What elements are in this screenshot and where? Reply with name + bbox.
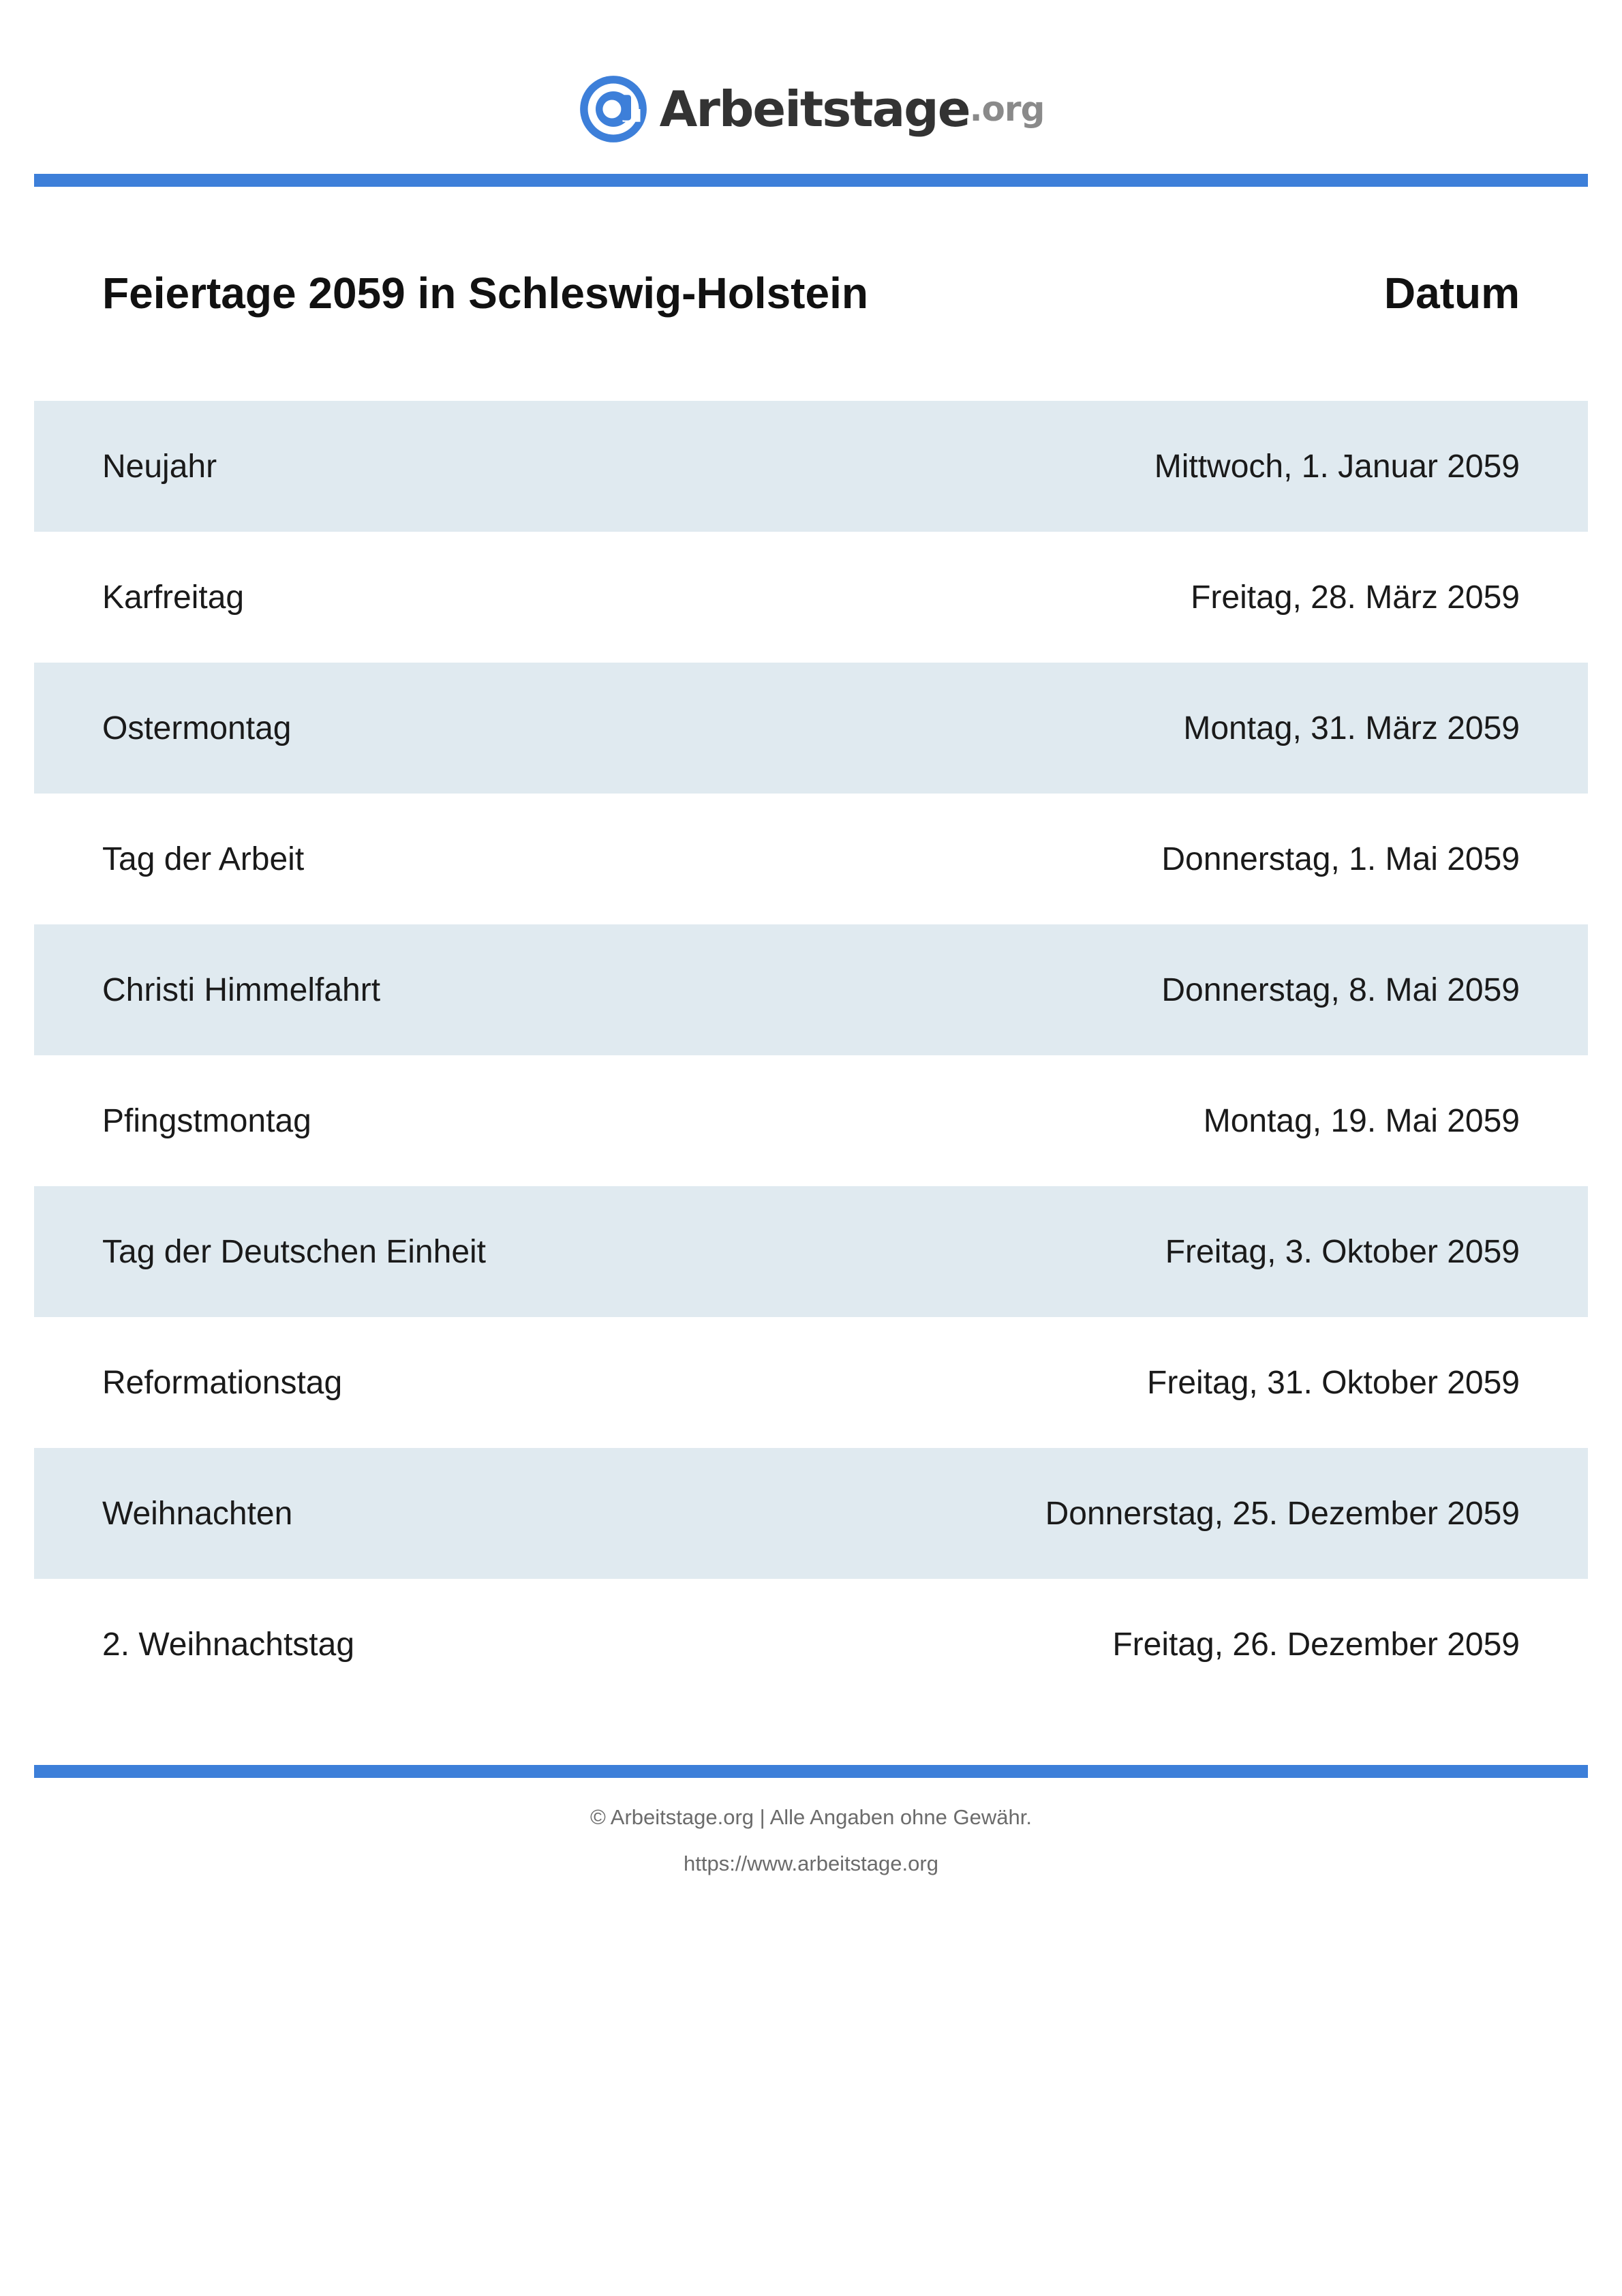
holiday-name: Karfreitag: [102, 579, 245, 616]
holiday-name: 2. Weihnachtstag: [102, 1626, 355, 1663]
holiday-date: Freitag, 26. Dezember 2059: [1112, 1626, 1520, 1663]
holiday-name: Weihnachten: [102, 1495, 293, 1532]
footer-url: https://www.arbeitstage.org: [684, 1852, 938, 1875]
top-divider: [34, 174, 1588, 187]
site-logo: [0, 74, 1622, 145]
table-row: [34, 1055, 1588, 1186]
holiday-name: Tag der Arbeit: [102, 841, 305, 877]
holiday-date: Mittwoch, 1. Januar 2059: [1154, 448, 1520, 485]
holiday-name: Christi Himmelfahrt: [102, 971, 381, 1008]
table-header: [102, 262, 1520, 324]
holiday-date: Donnerstag, 8. Mai 2059: [1161, 971, 1520, 1008]
holiday-date: Montag, 19. Mai 2059: [1203, 1102, 1520, 1139]
table-row: [34, 794, 1588, 924]
holiday-date: Donnerstag, 1. Mai 2059: [1161, 841, 1520, 877]
table-row: [34, 532, 1588, 663]
table-row: [34, 1448, 1588, 1579]
logo-tld: .org: [969, 89, 1045, 129]
table-row: [34, 1579, 1588, 1710]
holiday-table: [34, 401, 1588, 1710]
holiday-name: Tag der Deutschen Einheit: [102, 1233, 487, 1270]
table-row: [34, 1186, 1588, 1317]
holiday-name: Reformationstag: [102, 1364, 343, 1401]
table-row: [34, 663, 1588, 794]
holiday-date: Montag, 31. März 2059: [1183, 710, 1520, 746]
footer-copyright: © Arbeitstage.org | Alle Angaben ohne Gewähr.: [590, 1805, 1032, 1829]
holiday-date: Freitag, 3. Oktober 2059: [1165, 1233, 1520, 1270]
table-row: [34, 1317, 1588, 1448]
table-row: [34, 924, 1588, 1055]
logo-wordmark: Arbeitstage: [659, 80, 970, 138]
at-sign-icon: [578, 74, 649, 145]
holiday-name: Ostermontag: [102, 710, 292, 746]
table-row: [34, 401, 1588, 532]
date-column-header: Datum: [1383, 269, 1520, 318]
holiday-date: Donnerstag, 25. Dezember 2059: [1045, 1495, 1520, 1532]
holiday-name: Pfingstmontag: [102, 1102, 311, 1139]
holiday-date: Freitag, 31. Oktober 2059: [1147, 1364, 1520, 1401]
page-title: Feiertage 2059 in Schleswig-Holstein: [102, 269, 868, 318]
bottom-divider: [34, 1765, 1588, 1778]
holiday-date: Freitag, 28. März 2059: [1191, 579, 1520, 616]
holiday-name: Neujahr: [102, 448, 217, 485]
